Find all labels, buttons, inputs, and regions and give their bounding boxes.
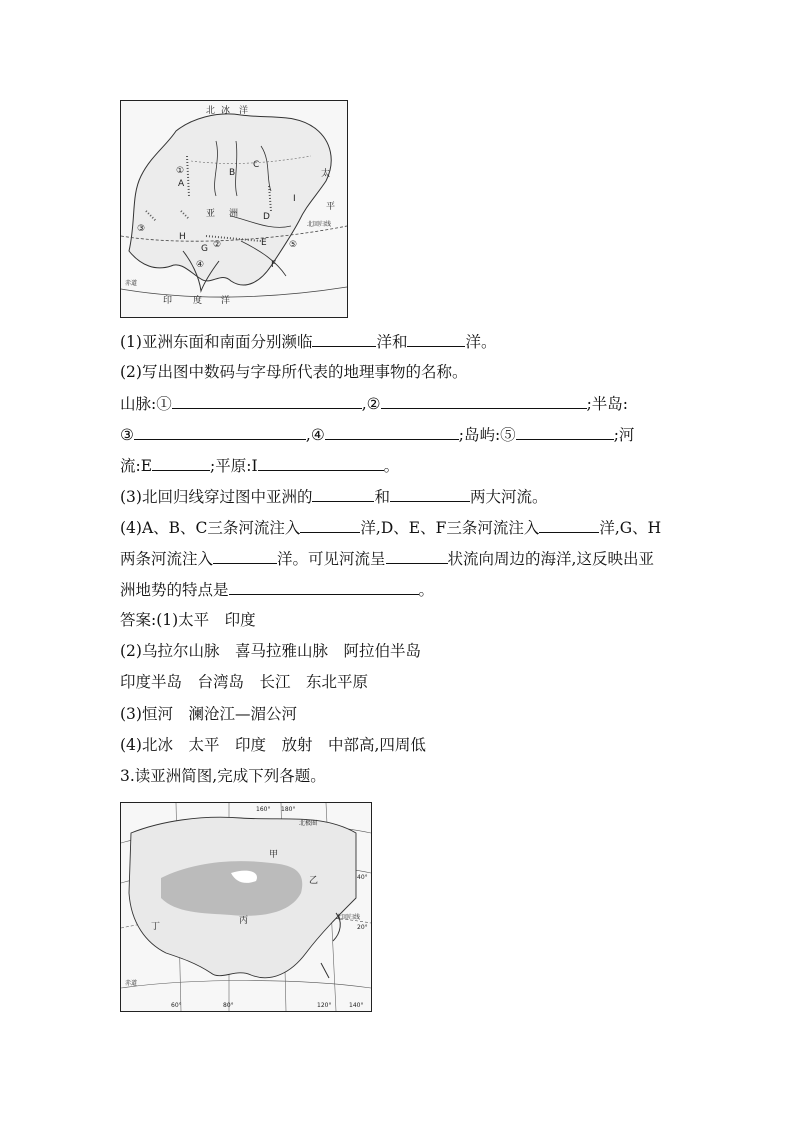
map2-label-lon80: 80° — [223, 1002, 234, 1009]
map1-label-tropic: 北回归线 — [307, 221, 332, 228]
q2-l2-text-c: ;岛屿:⑤ — [458, 426, 516, 444]
map1-label-E: E — [261, 238, 267, 248]
map2-label-lon120: 120° — [317, 1002, 332, 1009]
map1-label-C: C — [253, 160, 260, 170]
q4-l1-text-b: 洋,D、E、F三条河流注入 — [360, 519, 540, 537]
q3-text-b: 和 — [374, 488, 390, 506]
asia-map-1-drawing — [121, 101, 347, 317]
map1-label-B: B — [229, 168, 236, 178]
q4-blank-5[interactable] — [229, 579, 419, 595]
map1-label-D: D — [263, 212, 270, 222]
map2-label-jia: 甲 — [269, 850, 279, 860]
map2-label-lon180: 180° — [281, 806, 296, 813]
q4-l2-text-b: 洋。可见河流呈 — [277, 550, 386, 568]
q2-line-1 — [120, 393, 628, 414]
map2-label-arctic: 北极圈 — [299, 820, 318, 827]
q4-l1-text-a: (4)A、B、C三条河流注入 — [120, 519, 301, 537]
map1-label-A: A — [178, 179, 185, 189]
q2-l2-text-b: ,④ — [305, 426, 325, 444]
q2-line-3 — [120, 455, 399, 476]
map1-label-yang2: 洋 — [221, 296, 231, 306]
q1-text-c: 洋。 — [465, 333, 497, 351]
q1-text-b: 洋和 — [376, 333, 408, 351]
map1-label-n1: ① — [176, 166, 185, 176]
q4-l1-text-c: 洋,G、H — [599, 519, 662, 537]
q2-l3-text-a: 流:E — [120, 457, 153, 475]
q3-blank-2[interactable] — [390, 486, 470, 502]
q3-line — [120, 486, 548, 507]
map1-label-F: F — [271, 260, 277, 270]
q2-blank-2[interactable] — [381, 393, 587, 409]
answer-3: (3)恒河 澜沧江—湄公河 — [120, 705, 297, 723]
map2-label-lat40: 40° — [357, 874, 368, 881]
map1-label-du: 度 — [193, 296, 203, 306]
question-3-intro: 3.读亚洲简图,完成下列各题。 — [120, 767, 326, 785]
answer-1: 答案:(1)太平 印度 — [120, 611, 256, 629]
q2-blank-3[interactable] — [134, 424, 306, 440]
q2-l1-text-a: 山脉:① — [120, 395, 172, 413]
q3-blank-1[interactable] — [312, 486, 374, 502]
q2-blank-6[interactable] — [152, 455, 210, 471]
q1-blank-2[interactable] — [407, 331, 465, 347]
map1-label-G: G — [201, 244, 208, 254]
q2-title: (2)写出图中数码与字母所代表的地理事物的名称。 — [120, 363, 468, 381]
map1-label-bei: 北 — [206, 106, 216, 116]
q2-blank-4[interactable] — [325, 424, 459, 440]
map2-label-yi: 乙 — [309, 876, 319, 886]
map1-label-zhou: 洲 — [229, 209, 239, 219]
q4-line-3 — [120, 579, 434, 600]
q4-l2-text-c: 状流向周边的海洋,这反映出亚 — [447, 550, 654, 568]
map1-label-I: I — [293, 194, 296, 204]
map1-label-n5: ⑤ — [289, 240, 298, 250]
q4-blank-2[interactable] — [539, 517, 599, 533]
map1-label-yang: 洋 — [239, 106, 249, 116]
answer-2b: 印度半岛 台湾岛 长江 东北平原 — [120, 673, 369, 691]
map1-label-n3: ③ — [137, 224, 146, 234]
q4-l3-text-b: 。 — [418, 581, 435, 599]
q4-l2-text-a: 两条河流注入 — [120, 550, 214, 568]
answer-2: (2)乌拉尔山脉 喜马拉雅山脉 阿拉伯半岛 — [120, 642, 421, 660]
answer-4: (4)北冰 太平 印度 放射 中部高,四周低 — [120, 736, 426, 754]
map2-label-bing: 丙 — [239, 916, 249, 926]
map1-label-yin: 印 — [163, 296, 173, 306]
map1-label-ya: 亚 — [206, 209, 216, 219]
map1-label-bing: 冰 — [221, 106, 231, 116]
asia-map-2 — [120, 802, 372, 1012]
map2-label-lon60: 60° — [171, 1002, 182, 1009]
q3-text-a: (3)北回归线穿过图中亚洲的 — [120, 488, 313, 506]
q2-blank-7[interactable] — [258, 455, 384, 471]
q2-line-2 — [120, 424, 634, 445]
q1-text-a: (1)亚洲东面和南面分别濒临 — [120, 333, 313, 351]
asia-map-2-drawing — [121, 803, 371, 1011]
q2-l1-text-b: ,② — [361, 395, 381, 413]
q2-l3-text-c: 。 — [383, 457, 400, 475]
q1-line — [120, 331, 497, 352]
q4-blank-3[interactable] — [213, 548, 277, 564]
map1-label-tai: 太 — [321, 169, 331, 179]
q2-blank-5[interactable] — [516, 424, 614, 440]
asia-map-1 — [120, 100, 348, 318]
q4-line-1 — [120, 517, 661, 538]
q2-l1-text-c: ;半岛: — [586, 395, 629, 413]
q2-blank-1[interactable] — [172, 393, 362, 409]
map1-label-n2: ② — [213, 240, 222, 250]
map2-label-lon140: 140° — [349, 1002, 364, 1009]
map2-label-lon160: 160° — [256, 806, 271, 813]
map2-label-ding: 丁 — [151, 922, 161, 932]
q4-blank-1[interactable] — [300, 517, 360, 533]
map1-label-ping: 平 — [326, 202, 336, 212]
map2-label-equator: 赤道 — [125, 980, 138, 987]
q4-line-2 — [120, 548, 654, 569]
map1-label-n4: ④ — [196, 260, 205, 270]
q2-l2-text-d: ;河 — [613, 426, 635, 444]
q4-blank-4[interactable] — [386, 548, 448, 564]
q2-l2-text-a: ③ — [120, 426, 134, 444]
q2-l3-text-b: ;平原:I — [210, 457, 258, 475]
map2-label-tropic: 北回归线 — [336, 914, 361, 921]
map2-label-lat20: 20° — [357, 924, 368, 931]
q1-blank-1[interactable] — [312, 331, 376, 347]
q4-l3-text-a: 洲地势的特点是 — [120, 581, 229, 599]
q3-text-c: 两大河流。 — [469, 488, 548, 506]
map1-label-equator: 赤道 — [125, 280, 138, 287]
map1-label-H: H — [179, 232, 186, 242]
